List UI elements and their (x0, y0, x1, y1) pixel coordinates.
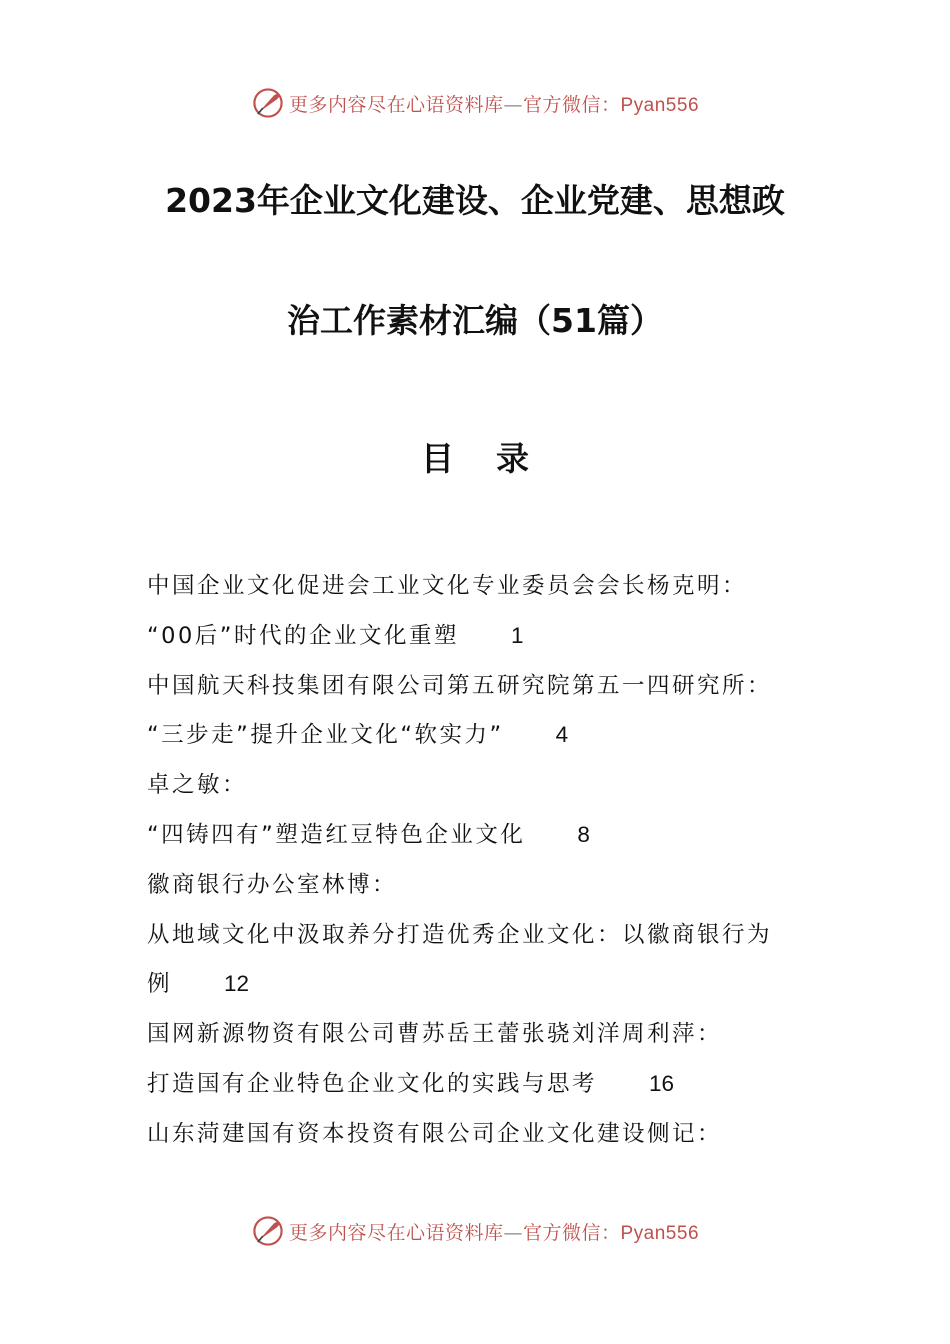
watermark-text (289, 90, 699, 117)
toc-entry-title: “四铸四有”塑造红豆特色企业文化 (147, 821, 526, 848)
toc-entry-title-continuation: 例 (147, 971, 173, 998)
watermark-separator: — (503, 93, 523, 116)
toc-entry-2-org: 中国航天科技集团有限公司第五研究院第五一四研究所： (147, 672, 773, 699)
toc-page-number: 4 (555, 722, 569, 748)
toc-heading: 目录 (421, 439, 571, 478)
watermark-suffix: 官方微信： (522, 93, 621, 116)
toc-entry-1-org: 中国企业文化促进会工业文化专业委员会会长杨克明： (147, 573, 748, 599)
toc-entry-4-title-cont[interactable] (147, 964, 817, 1014)
document-title-line-1: 2023年企业文化建设、企业党建、思想政 (165, 181, 785, 220)
table-of-contents (147, 566, 817, 1164)
quill-logo-icon (251, 1214, 285, 1248)
toc-page-number: 1 (510, 622, 524, 648)
toc-entry-4-org: 徽商银行办公室林博： (147, 871, 398, 898)
toc-entry-3-org: 卓之敏： (147, 772, 248, 799)
watermark-prefix: 更多内容尽在心语资料库 (288, 93, 504, 116)
watermark-suffix: 官方微信： (522, 1221, 621, 1244)
toc-entry-1-title[interactable] (147, 616, 817, 666)
watermark-separator: — (503, 1221, 523, 1244)
toc-entry-5-org: 国网新源物资有限公司曹苏岳王蕾张骁刘洋周利萍： (147, 1021, 723, 1048)
watermark-text (289, 1218, 699, 1245)
toc-entry-title: “三步走”提升企业文化“软实力” (147, 722, 504, 749)
watermark-prefix: 更多内容尽在心语资料库 (288, 1221, 504, 1244)
toc-page-number: 16 (649, 1070, 675, 1096)
toc-page-number: 8 (577, 821, 590, 847)
toc-entry-5-title[interactable] (147, 1064, 817, 1114)
watermark-wechat-id: Pyan556 (620, 1222, 700, 1244)
toc-entry-3-title[interactable] (147, 815, 817, 865)
watermark-header (0, 83, 950, 123)
toc-entry-4-title[interactable]: 从地域文化中汲取养分打造优秀企业文化：以徽商银行为 (147, 921, 773, 948)
document-title-line-2: 治工作素材汇编（51篇） (287, 301, 663, 340)
watermark-wechat-id: Pyan556 (620, 94, 700, 116)
toc-entry-title: 打造国有企业特色企业文化的实践与思考 (147, 1070, 598, 1097)
watermark-footer (0, 1211, 950, 1251)
toc-entry-6-org: 山东菏建国有资本投资有限公司企业文化建设侧记： (147, 1120, 723, 1147)
quill-logo-icon (251, 86, 285, 120)
toc-entry-title: “00后”时代的企业文化重塑 (147, 622, 459, 649)
toc-page-number: 12 (224, 971, 250, 997)
toc-entry-2-title[interactable] (147, 715, 817, 765)
